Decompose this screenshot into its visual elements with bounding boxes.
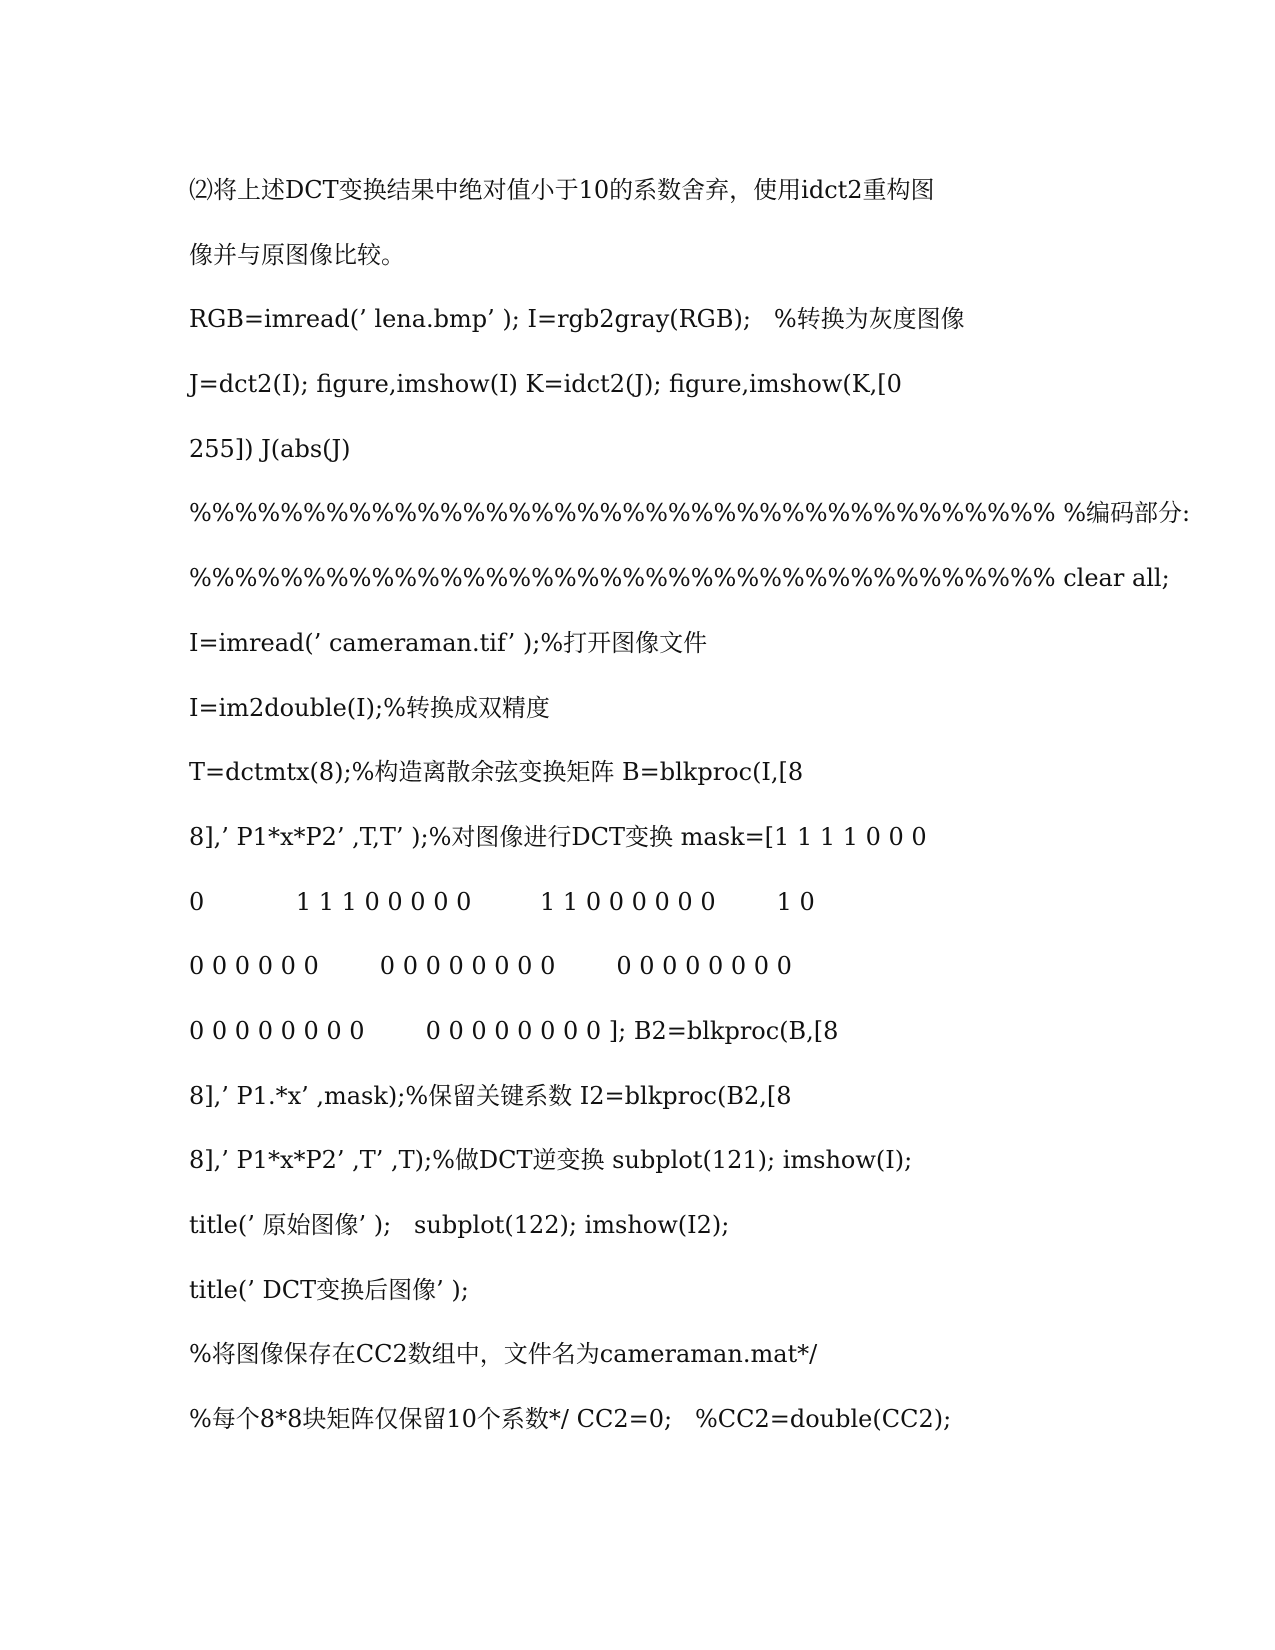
code-line: 0 1 1 1 0 0 0 0 0 1 1 0 0 0 0 0 0 1 0	[189, 887, 815, 916]
code-line: 8],’ P1*x*P2’ ,T’ ,T);%做DCT逆变换 subplot(121); imshow(I);	[189, 1146, 913, 1175]
document-body	[189, 158, 1191, 1452]
code-line: T=dctmtx(8);%构造离散余弦变换矩阵 B=blkproc(I,[8	[189, 758, 804, 787]
code-line: I=im2double(I);%转换成双精度	[189, 693, 550, 722]
code-line: 255]) J(abs(J)	[189, 434, 351, 463]
code-line: I=imread(’ cameraman.tif’ );%打开图像文件	[189, 628, 708, 657]
code-line: RGB=imread(’ lena.bmp’ ); I=rgb2gray(RGB); %转换为灰度图像	[189, 305, 965, 334]
text-line: ⑵将上述DCT变换结果中绝对值小于10的系数舍弃，使用idct2重构图	[189, 176, 935, 204]
code-line: 8],’ P1.*x’ ,mask);%保留关键系数 I2=blkproc(B2,[8	[189, 1081, 792, 1110]
code-line: %%%%%%%%%%%%%%%%%%%%%%%%%%%%%%%%%%%%%% %编码部分:	[189, 499, 1191, 528]
code-line: %%%%%%%%%%%%%%%%%%%%%%%%%%%%%%%%%%%%%% clear all;	[189, 564, 1170, 593]
code-line: 0 0 0 0 0 0 0 0 0 0 0 0 0 0 0 0 0 0 0 0 0 0	[189, 952, 792, 981]
code-line: %将图像保存在CC2数组中，文件名为cameraman.mat*/	[189, 1340, 818, 1369]
code-line: title(’ DCT变换后图像’ );	[189, 1275, 469, 1304]
code-line: %每个8*8块矩阵仅保留10个系数*/ CC2=0; %CC2=double(CC2);	[189, 1405, 952, 1434]
code-line: 0 0 0 0 0 0 0 0 0 0 0 0 0 0 0 0 ]; B2=blkproc(B,[8	[189, 1016, 839, 1045]
text-line: 像并与原图像比较。	[189, 240, 405, 269]
code-line: J=dct2(I); figure,imshow(I) K=idct2(J); figure,imshow(K,[0	[189, 370, 902, 399]
code-line: title(’ 原始图像’ ); subplot(122); imshow(I2);	[189, 1211, 730, 1239]
code-line: 8],’ P1*x*P2’ ,T,T’ );%对图像进行DCT变换 mask=[1 1 1 1 0 0 0	[189, 822, 927, 851]
